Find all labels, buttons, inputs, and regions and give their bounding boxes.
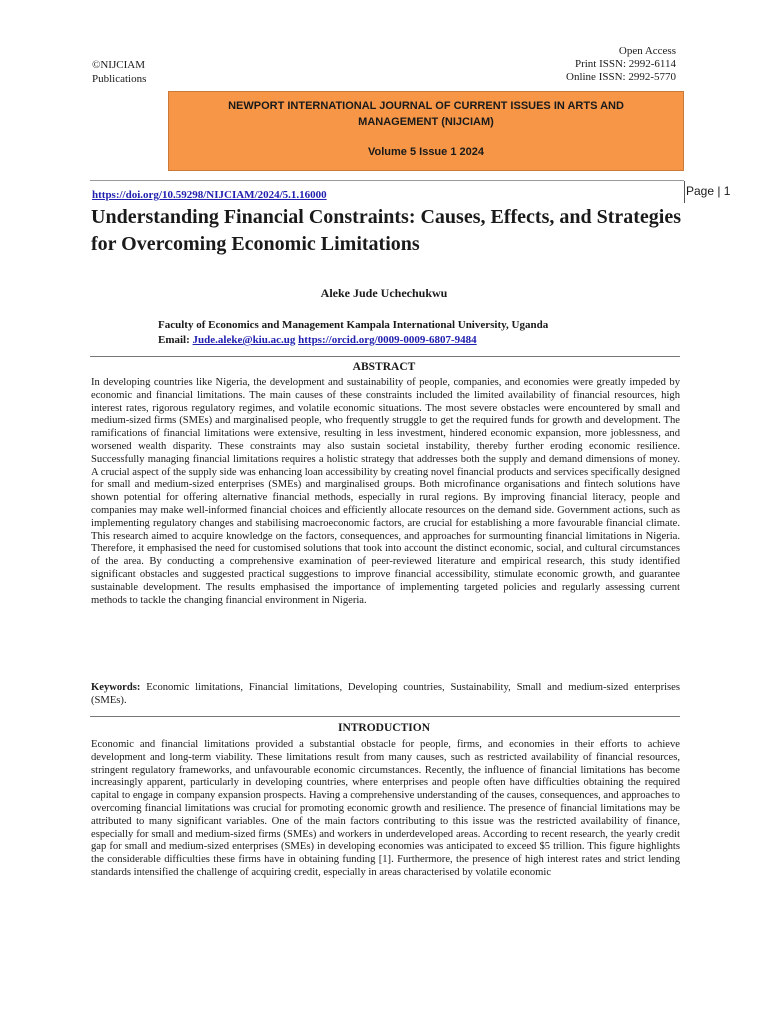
introduction-paragraph: Economic and financial limitations provided a substantial obstacle for people, firms, and economies in their efforts to achieve development and long-term viability. These limitations result from many causes, such as restricted availability of financial resources, stringent regulatory frameworks, and unfavourable economic circumstances. Recently, the influence of financial limitations has become increasingly apparent, particularly in developing countries, where enterprises and people often have difficulties obtaining the required capital to engage in company expansion prospects. Having a comprehensive understanding of the causes, consequences, and approaches to overcoming financial limitations was crucial for promoting economic growth and resilience. The presence of financial limitations may be attributed to many significant variables. One of the main factors contributing to this issue was the restricted availability of finance, especially for small and medium-sized firms (SMEs) and workers in underdeveloped areas. According to recent research, the yearly credit gap for small and medium-sized enterprises (SMEs) in developing economies was anticipated to exceed $5 trillion. This figure highlights the considerable difficulties these firms have in obtaining funding [1]. Furthermore, the presence of high interest rates and strict lending standards intensified the challenge of acquiring credit, especially in areas characterised by volatile economic xyxy=(91,739,680,878)
publisher-name: ©NIJCIAM xyxy=(92,59,145,71)
contact-line xyxy=(158,333,548,348)
abstract-text xyxy=(91,377,680,607)
intro-top-rule xyxy=(90,716,680,717)
page-number-divider xyxy=(684,181,685,203)
author-name: Aleke Jude Uchechukwu xyxy=(320,286,448,300)
publisher-sub: Publications xyxy=(92,73,147,85)
open-access-label: Open Access xyxy=(618,45,676,57)
keywords-list: Economic limitations, Financial limitations, Developing countries, Sustainability, Small and medium-sized enterprises (SMEs). xyxy=(91,682,680,706)
online-issn: Online ISSN: 2992-5770 xyxy=(566,71,676,83)
keywords-label: Keywords: xyxy=(91,682,141,693)
publisher-block xyxy=(92,58,146,86)
journal-banner xyxy=(168,91,684,171)
doi-link[interactable]: https://doi.org/10.59298/NIJCIAM/2024/5.1.16000 xyxy=(92,189,327,201)
keywords xyxy=(91,682,680,708)
introduction-heading: INTRODUCTION xyxy=(337,722,430,734)
introduction-text xyxy=(91,739,680,880)
affiliation-block xyxy=(158,318,548,348)
abstract-heading: ABSTRACT xyxy=(352,361,416,373)
abstract-top-rule xyxy=(90,356,680,357)
issn-block xyxy=(566,45,676,84)
page-number: Page | 1 xyxy=(686,184,731,198)
journal-name: NEWPORT INTERNATIONAL JOURNAL OF CURRENT ISSUES IN ARTS AND MANAGEMENT (NIJCIAM) xyxy=(228,100,624,128)
email-link[interactable]: Jude.aleke@kiu.ac.ug xyxy=(192,334,296,346)
email-label: Email: xyxy=(158,334,190,346)
affiliation: Faculty of Economics and Management Kampala International University, Uganda xyxy=(158,319,549,331)
journal-volume: Volume 5 Issue 1 2024 xyxy=(368,146,484,158)
paper-title: Understanding Financial Constraints: Causes, Effects, and Strategies for Overcoming Economic Limitations xyxy=(91,206,682,255)
header-divider xyxy=(90,180,684,181)
abstract-paragraph: In developing countries like Nigeria, the development and sustainability of people, companies, and economies were greatly impeded by economic and financial limitations. The main causes of these constraints included the limited availability of financial resources, high interest rates, rigorous regulatory regimes, and volatile economic situations. The most severe obstacles were encountered by small and medium-sized firms (SMEs) and marginalised people, who frequently struggle to get the required funds for growth and development. The ramifications of financial limitations were extensive, resulting in less investment, hindered economic expansion, more joblessness, and worsened wealth disparity. These constraints may also sustain societal instability, thereby further eroding economic resilience. Successfully managing financial limitations requires a holistic strategy that addresses both the supply and demand dimensions of money. A crucial aspect of the supply side was enhancing loan accessibility by creating novel financial products and services specifically designed for small and medium-sized enterprises (SMEs) and marginalised groups. Both microfinance organisations and fintech solutions have shown potential for offering alternative financial methods, especially in rural regions. By improving financial literacy, people and companies may make well-informed financial choices and efficiently allocate resources on the demand side. Government actions, such as implementing regulatory changes and stabilising macroeconomic factors, are crucial for establishing a more favourable financial climate. This research aimed to acquire knowledge on the factors, consequences, and approaches for surmounting financial limitations in Nigeria. Therefore, it emphasised the need for customised solutions that took into account the distinct economic, social, and cultural circumstances of the area. By conducting a comprehensive examination of peer-reviewed literature and empirical research, this study identified significant obstacles and suggested practical suggestions to improve financial accessibility, stimulate economic growth, and guarantee sustainable development. The results emphasised the importance of implementing targeted policies and regularly assessing current methods to tackle the changing financial environment in Nigeria. xyxy=(91,377,680,606)
print-issn: Print ISSN: 2992-6114 xyxy=(574,58,676,70)
orcid-link[interactable]: https://orcid.org/0009-0009-6807-9484 xyxy=(298,334,477,346)
